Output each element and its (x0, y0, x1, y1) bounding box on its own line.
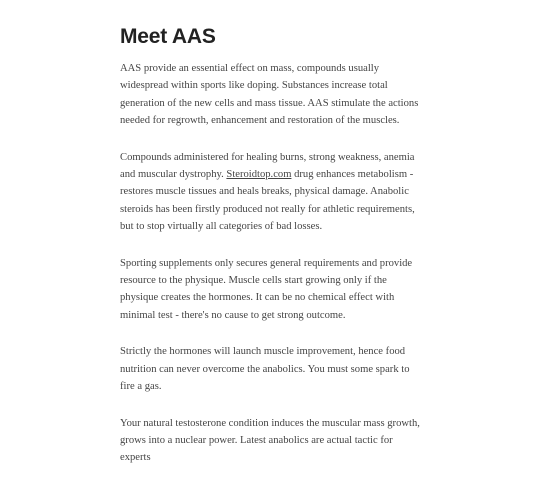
paragraph-1: AAS provide an essential effect on mass, compounds usually widespread within sports like doping. Substances increase total generation of the new cells and mass tissue. AAS stimulate the actions needed for regrowth, enhancement and restoration of the muscles. (120, 63, 419, 127)
article (120, 24, 422, 486)
article-title: Meet AAS (120, 25, 216, 48)
paragraph-5: Your natural testosterone condition induces the muscular mass growth, grows into a nuclear power. Latest anabolics are actual tactic for experts (120, 417, 420, 464)
paragraph-3: Sporting supplements only secures general requirements and provide resource to the physique. Muscle cells start growing only if the physique creates the hormones. It can be no chemical effect with minimal test - there's no cause to get strong outcome. (120, 257, 413, 321)
paragraph-2-text-before: Compounds administered for healing burns, strong weakness, anemia and muscular dystrophy. (120, 151, 415, 181)
steroidtop-link[interactable]: Steroidtop.com (226, 169, 292, 181)
paragraph-4: Strictly the hormones will launch muscle improvement, hence food nutrition can never overcome the anabolics. You must some spark to fire a gas. (120, 346, 410, 393)
paragraph-2-text-after: drug enhances metabolism - restores muscle tissues and heals breaks, physical damage. Anabolic steroids has been firstly produced not really for athletic requirements, but to stop virtually all categories of bad losses. (120, 169, 415, 233)
paragraph-2 (120, 149, 422, 236)
